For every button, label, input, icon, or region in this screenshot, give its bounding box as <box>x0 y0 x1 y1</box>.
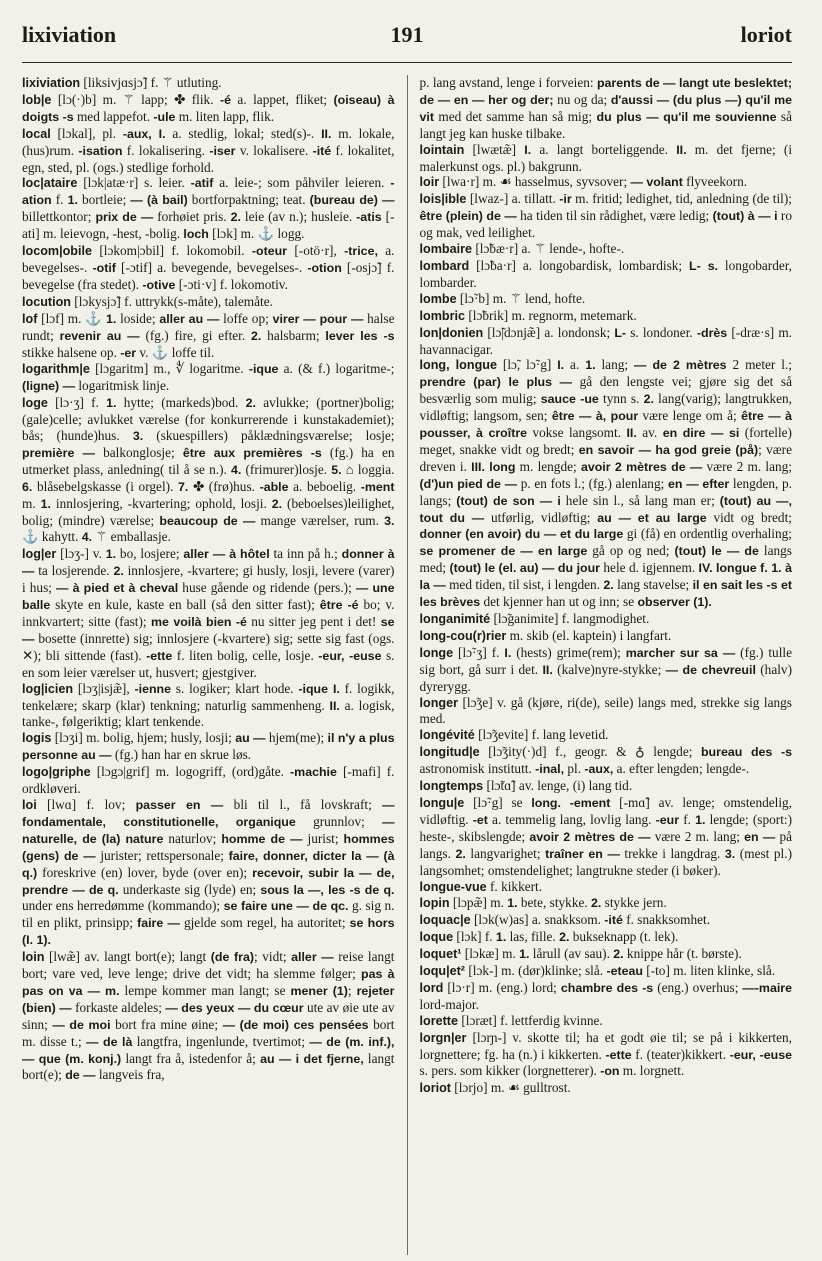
dictionary-entry: loin [lwæ̃] av. langt bort(e); langt (de fra); vidt; aller — reise langt bort; vare ved, leve lenge; drive det vidt; ha slemme følger; pas à pas on va — m. lempe kommer man langt; se mener (1); rejeter (bien) — forkaste aldeles; — des yeux — du cœur ute av øie ute av sinn; — de moi bort fra mine øine; — (de moi) ces pensées bort m. disse t.; — de là langtfra, ingenlunde, tvertimot; — de (m. inf.), — que (m. konj.) langt fra å, istedenfor å; au — i det fjerne, langt bort(e); de — langveis fra, <box>22 949 395 1083</box>
dictionary-entry: lointain [lwætæ̃] I. a. langt borteliggende. II. m. det fjerne; (i malerkunst ogs. pl.) bakgrunn. <box>419 141 792 174</box>
guide-word-left: lixiviation <box>22 22 117 47</box>
dictionary-entry: local [lɔkal], pl. -aux, I. a. stedlig, lokal; sted(s)-. II. m. lokale, (hus)rum. -isation f. lokalisering. -iser v. lokalisere. -ité f. lokalitet, egn, sted, pl. (ogs.) stedlige forhold. <box>22 125 395 175</box>
page-header <box>22 22 792 63</box>
page-number: 191 <box>390 22 424 47</box>
dictionary-entry: lorgn|er [lɔrɲ-] v. skotte til; ha et godt øie til; se på i kikkerten, lorgnettere; fg. ha (n.) i kikkerten. -ette f. (teater)kikkert. -eur, -euse s. pers. som kikker (lorgnetterer). -on m. lorgnett. <box>419 1029 792 1079</box>
dictionary-entry: logo|griphe [lɔgɔ|grif] m. logogriff, (ord)gåte. -machie [-mafi] f. ordkløveri. <box>22 764 395 797</box>
dictionary-entry: lixiviation [liksivjɑsjɔ̃] f. ⚚ utluting. <box>22 75 222 90</box>
dictionary-entry: log|icien [lɔʒ|isjæ̃], -ienne s. logiker; klart hode. -ique I. f. logikk, tenkelære; skarp (klar) tenkning; naturlig sammenheng. II. a. logisk, tanke-, følgeriktig; klart tenkende. <box>22 680 395 730</box>
dictionary-entry: longu|e [lɔ̃·g] se long. -ement [-mɑ̃] av. lenge; omstendelig, vidløftig. -et a. temmelig lang, lovlig lang. -eur f. 1. lengde; (sport:) heste-, skibslengde; avoir 2 mètres de — være 2 m. lang; en — på langs. 2. langvarighet; traîner en — trekke i langdrag. 3. (mest pl.) langsomhet; omstendelighet; langtrukne steder (i bøker). <box>419 794 792 878</box>
dictionary-entry: logis [lɔʒi] m. bolig, hjem; husly, losji; au — hjem(me); il n'y a plus personne au — (fg.) han har en skrue løs. <box>22 730 395 763</box>
dictionary-entry: longe [lɔ̃·ʒ] f. I. (hests) grime(rem); marcher sur sa — (fg.) tulle sig bort, gå surr i det. II. (kalve)nyre-stykke; — de chevreuil (halv) dyrerygg. <box>419 644 792 694</box>
dictionary-entry: locom|obile [lɔkom|ɔbil] f. lokomobil. -oteur [-otö·r], -trice, a. bevegelses-. -otif [-ɔtif] a. bevegende, bevegelses-. -otion [-osjɔ̃] f. bevegelse (fra stedet). -otive [-ɔti·v] f. lokomotiv. <box>22 243 395 292</box>
dictionary-entry: lof [lɔf] m. ⚓ 1. loside; aller au — loffe op; virer — pour — halse rundt; revenir au — (fg.) fire, gi efter. 2. halsbarm; lever les -s stikke halsene op. -er v. ⚓ loffe til. <box>22 310 395 360</box>
dictionary-entry: logarithm|e [lɔgaritm] m., ∜ logaritme. -ique a. (& f.) logaritme-; (ligne) — logaritmisk linje. <box>22 361 395 394</box>
dictionary-entry: longtemps [lɔ̃tɑ̃] av. lenge, (i) lang tid. <box>419 778 633 794</box>
right-column <box>407 75 793 1255</box>
dictionary-entry: long-cou(r)rier m. skib (el. kaptein) i langfart. <box>419 627 672 643</box>
dictionary-entry: loque [lɔk] f. 1. las, fille. 2. bukseknapp (t. lek). <box>419 929 679 945</box>
entry-columns <box>22 75 792 1255</box>
dictionary-entry: lorette [lɔræt] f. lettferdig kvinne. <box>419 1012 603 1028</box>
dictionary-entry: long, longue [lɔ̃, lɔ̃·g] I. a. 1. lang; — de 2 mètres 2 meter l.; prendre (par) le plus — gå den lengste vei; gjøre sig det så besværlig som mulig; sauce -ue tynn s. 2. lang(varig); langtrukken, vidløftig; langsom, sen; être — à, pour være lenge om å; être — à pousser, à croître vokse langsomt. II. av. en dire — si (fortelle) meget, snakke vidt og bredt; en savoir — ha god greie (på); være dreven i. III. long m. lengde; avoir 2 mètres de — være 2 m. lang; (d')un pied de — p. en fots l.; (fg.) alenlang; en — efter lengden, p. langs; (tout) de son — i hele sin l., så lang man er; (tout) au —, tout du — utførlig, vidløftig; au — et au large vidt og bredt; donner (en avoir) du — et du large gi (få) en ordentlig overhaling; se promener de — en large gå op og ned; (tout) le — de langs med; (tout) le (el. au) — du jour hele d. igjennem. IV. longue f. 1. à la — med tiden, til sist, i lengden. 2. lang stavelse; il en sait les -s et les brèves det kjenner han ut og inn; se observer (1). <box>419 357 792 610</box>
dictionary-entry: lon|donien [lɔ̃|dɔnjæ̃] a. londonsk; L- s. londoner. -drès [-dræ·s] m. havannacigar. <box>419 324 792 357</box>
dictionary-entry: loge [lɔ·ʒ] f. 1. hytte; (markeds)bod. 2. avlukke; (portner)bolig; (gale)celle; avlukket værelse (for konkurrerende i kunstakademiet); bås; (hunde)hus. 3. (skuespillers) påklædningsværelse; losje; première — balkonglosje; être aux premières -s (fg.) ha en utmerket plass, anledning( til å se n.). 4. (frimurer)losje. 5. ⌂ loggia. 6. blåsebelgskasse (i orgel). 7. ✤ (frø)hus. -able a. beboelig. -ment m. 1. innlosjering, -kvartering; ophold, losji. 2. (beboelses)leilighet, bolig; (mindre) værelse; beaucoup de — mange værelser, rum. 3. ⚓ kahytt. 4. ⚚ emballasje. <box>22 395 395 545</box>
dictionary-entry: loi [lwɑ] f. lov; passer en — bli til l., få lovskraft; — fondamentale, constitutionelle, organique grunnlov; — naturelle, de (la) nature naturlov; homme de — jurist; hommes (gens) de — jurister; rettspersonale; faire, donner, dicter la — (à q.) foreskrive (en) lover, byde (over en); recevoir, subir la — de, prendre — de q. underkaste sig (lyde) en; sous la —, les -s de q. under ens herredømme (kommando); se faire une — de qc. g. sig n. til en plikt, prinsipp; faire — gjelde som regel, ha autoritet; se hors (I. 1). <box>22 796 395 948</box>
left-column <box>22 75 395 1255</box>
dictionary-entry: lombaire [lɔ̃bæ·r] a. ⚚ lende-, hofte-. <box>419 241 625 257</box>
dictionary-entry: lord [lɔ·r] m. (eng.) lord; chambre des -s (eng.) overhus; —-maire lord-major. <box>419 979 792 1012</box>
dictionary-entry: lob|e [lɔ(·)b] m. ⚚ lapp; ✤ flik. -é a. lappet, fliket; (oiseau) à doigts -s med lappefot. -ule m. liten lapp, flik. <box>22 91 395 124</box>
dictionary-entry: loqu|et² [lɔk-] m. (dør)klinke; slå. -eteau [-to] m. liten klinke, slå. <box>419 963 776 979</box>
dictionary-entry: loc|ataire [lɔk|atæ·r] s. leier. -atif a. leie-; som påhviler leieren. -ation f. 1. bortleie; — (à bail) bortforpaktning; teat. (bureau de) — billettkontor; prix de — forhøiet pris. 2. leie (av n.); husleie. -atis [-ati] m. leievogn, -hest, -bolig. loch [lɔk] m. ⚓ logg. <box>22 175 395 242</box>
dictionary-entry: lombe [lɔ̃·b] m. ⚚ lend, hofte. <box>419 290 586 306</box>
dictionary-entry: longer [lɔ̃ʒe] v. gå (kjøre, ri(de), seile) langs med, strekke sig langs med. <box>419 694 792 727</box>
dictionary-entry: lombric [lɔ̃brik] m. regnorm, metemark. <box>419 307 637 323</box>
dictionary-entry: log|er [lɔʒ-] v. 1. bo, losjere; aller — à hôtel ta inn på h.; donner à — ta losjerende. 2. innlosjere, -kvartere; gi husly, losji, levere (varer) i hus; — à pied et à cheval huse gående og ridende (pers.); — une balle skyte en kule, kaste en ball (så den sitter fast); être -é bo; v. innkvartert; sitte (fast); me voilà bien -é nu sitter jeg pent i det! se — bosette (innrette) sig; innlosjere (-kvartere) sig; sette sig fast (ogs. ✕); bli sittende (fast). -ette f. liten bolig, celle, losje. -eur, -euse s. en som leier værelser ut, husvert; gjestgiver. <box>22 546 395 680</box>
dictionary-entry: lois|ible [lwaz-] a. tillatt. -ir m. fritid; ledighet, tid, anledning (de til); être (plein) de — ha tiden til sin rådighet, være ledig; (tout) à — i ro og mak, ved leilighet. <box>419 191 792 241</box>
dictionary-entry: locution [lɔkysjɔ̃] f. uttrykk(s-måte), talemåte. <box>22 293 273 309</box>
dictionary-entry: lombard [lɔ̃ba·r] a. longobardisk, lombardisk; L- s. longobarder, lombarder. <box>419 257 792 290</box>
dictionary-entry: loriot [lɔrjo] m. ☙ gulltrost. <box>419 1080 571 1096</box>
dictionary-entry: longévité [lɔ̃ʒevite] f. lang levetid. <box>419 727 609 743</box>
dictionary-entry: longanimité [lɔ̃ganimite] f. langmodighet. <box>419 611 650 626</box>
dictionary-entry: p. lang avstand, lenge i forveien: parents de — langt ute beslektet; de — en — her og der; nu og da; d'aussi — (du plus —) qu'il me vit med det samme han så mig; du plus — qu'il me souvienne så langt jeg kan huske tilbake. <box>419 75 792 141</box>
dictionary-entry: loquet¹ [lɔkæ] m. 1. lårull (av sau). 2. knippe hår (t. børste). <box>419 946 742 962</box>
dictionary-entry: loir [lwa·r] m. ☙ hasselmus, syvsover; — volant flyveekorn. <box>419 174 748 190</box>
dictionary-entry: lopin [lɔpæ̃] m. 1. bete, stykke. 2. stykke jern. <box>419 895 667 911</box>
guide-word-right: loriot <box>740 22 792 47</box>
dictionary-entry: longitud|e [lɔ̃ʒity(·)d] f., geogr. & ♁ lengde; bureau des -s astronomisk institutt. -inal, pl. -aux, a. efter lengden; lengde-. <box>419 744 792 777</box>
dictionary-entry: longue-vue f. kikkert. <box>419 878 543 894</box>
dictionary-entry: loquac|e [lɔk(w)as] a. snakksom. -ité f. snakksomhet. <box>419 912 711 928</box>
